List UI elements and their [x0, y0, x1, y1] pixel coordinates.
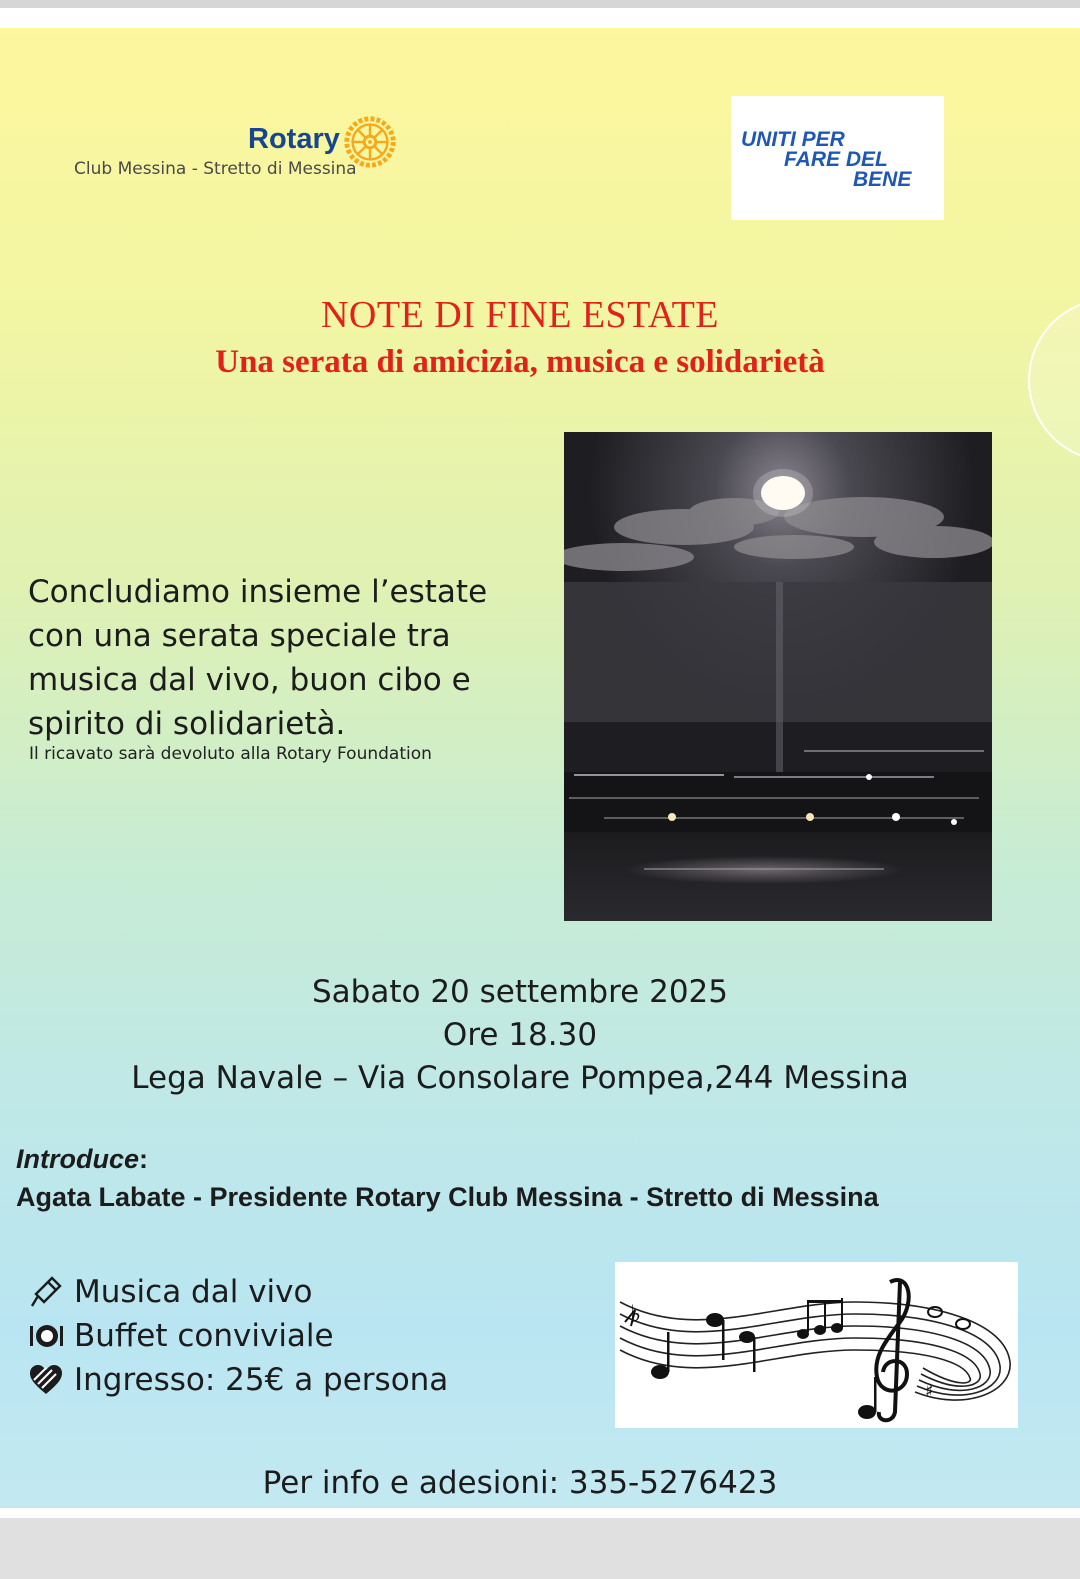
event-subtitle: Una serata di amicizia, musica e solidarietà — [215, 344, 825, 380]
introduce-label: Introduce — [16, 1144, 140, 1174]
heart-icon — [26, 1360, 66, 1400]
intro-line-2: con una serata speciale tra — [28, 618, 451, 654]
intro-line-3: musica dal vivo, buon cibo e — [28, 662, 471, 698]
event-venue: Lega Navale – Via Consolare Pompea,244 Messina — [131, 1060, 909, 1096]
svg-text:♯: ♯ — [925, 1381, 934, 1402]
event-poster — [0, 28, 1080, 1508]
slogan-logo — [731, 96, 944, 220]
intro-line-4: spirito di solidarietà. — [28, 706, 346, 742]
rotary-logo-text: Rotary — [248, 123, 340, 155]
svg-text:♭: ♭ — [630, 1300, 642, 1328]
top-strip — [0, 0, 1080, 8]
intro-text — [28, 570, 548, 746]
introduce-heading: Introduce: — [16, 1144, 149, 1174]
event-title: NOTE DI FINE ESTATE — [320, 294, 720, 336]
top-border — [0, 8, 1080, 28]
plate-icon — [26, 1316, 66, 1356]
bottom-strip — [0, 1518, 1080, 1579]
intro-line-1: Concludiamo insieme l’estate — [28, 574, 488, 610]
music-notes-image — [615, 1262, 1018, 1428]
donation-note: Il ricavato sarà devoluto alla Rotary Foundation — [29, 744, 432, 764]
feature-buffet — [26, 1316, 334, 1356]
photo-illustration — [564, 432, 992, 921]
event-date: Sabato 20 settembre 2025 — [312, 974, 728, 1010]
moonlit-sea-photo — [564, 432, 992, 921]
feature-text: Musica dal vivo — [74, 1274, 313, 1310]
club-name: Club Messina - Stretto di Messina — [74, 159, 357, 179]
event-time: Ore 18.30 — [442, 1017, 598, 1053]
presenter-line: Agata Labate - Presidente Rotary Club Messina - Stretto di Messina — [16, 1182, 879, 1212]
feature-entry-price — [26, 1360, 448, 1400]
slogan-line-2: FARE DEL — [784, 148, 888, 171]
feature-text: Buffet conviviale — [74, 1318, 334, 1354]
feature-live-music — [26, 1272, 312, 1312]
slogan-line-1: UNITI PER — [741, 128, 845, 151]
microphone-icon — [26, 1272, 66, 1312]
feature-text: Ingresso: 25€ a persona — [74, 1362, 449, 1398]
contact-info: Per info e adesioni: 335-5276423 — [262, 1465, 778, 1501]
music-staff-illustration — [615, 1262, 1018, 1428]
slogan-line-3: BENE — [853, 168, 912, 191]
